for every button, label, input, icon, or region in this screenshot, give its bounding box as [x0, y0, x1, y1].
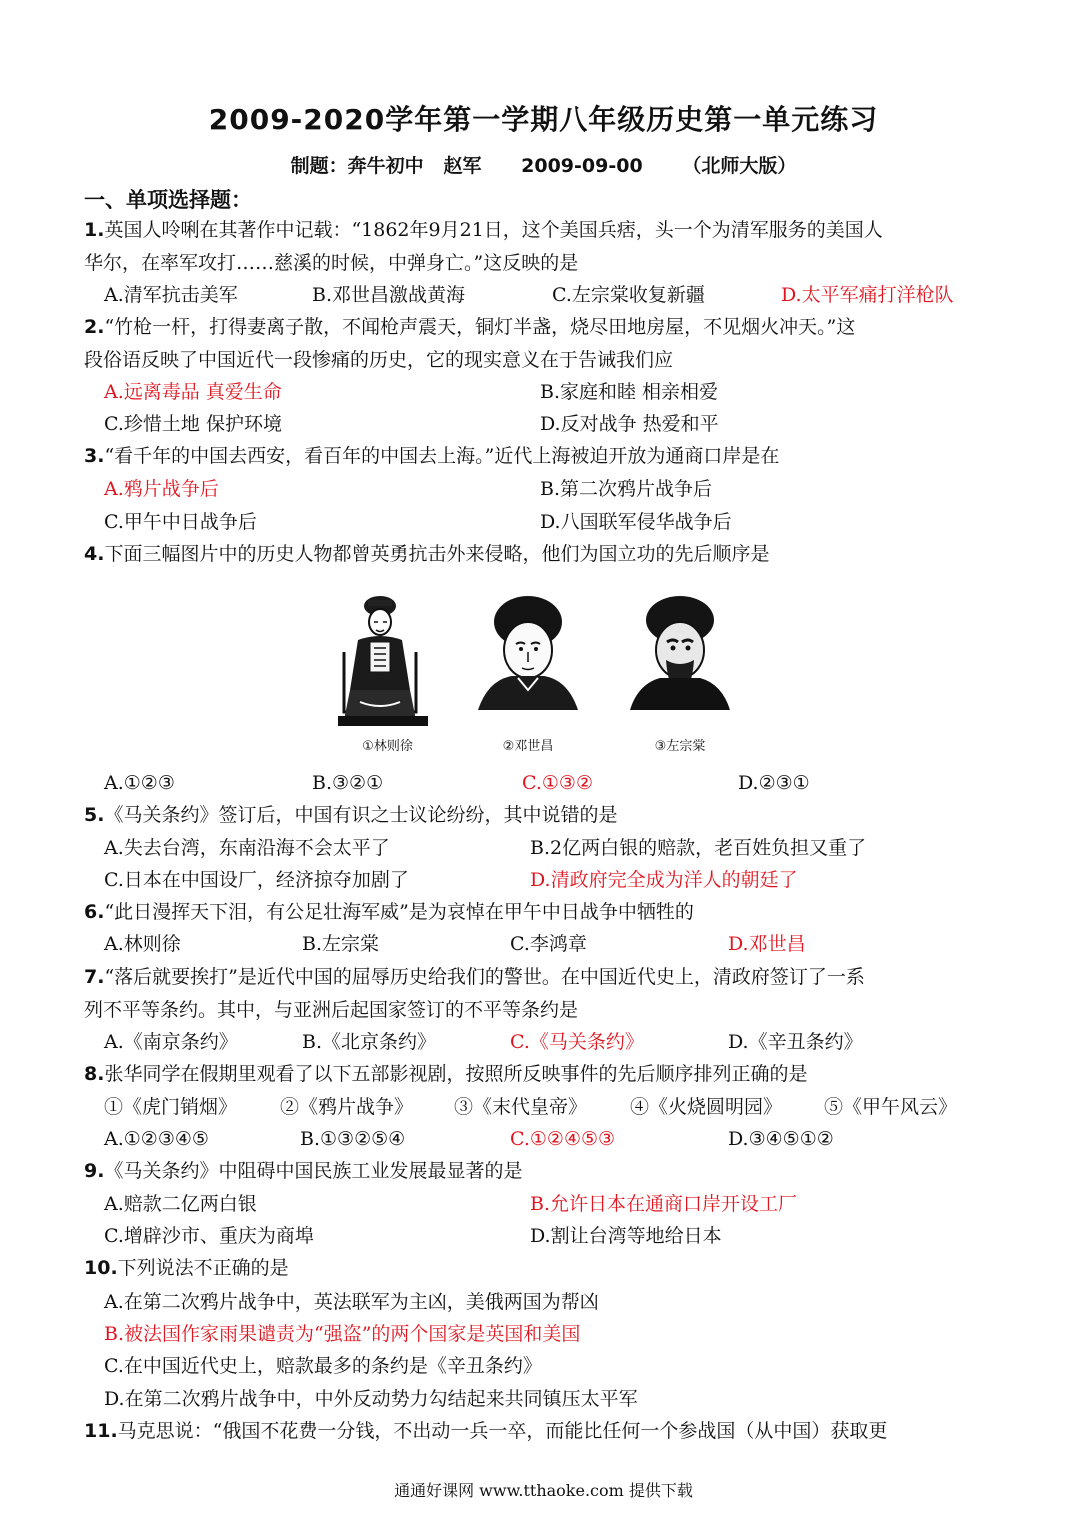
option-row [104, 1286, 1004, 1318]
options-6 [104, 928, 1004, 960]
question-number: 9. [84, 1160, 105, 1182]
option-d[interactable]: D.反对战争 热爱和平 [540, 413, 719, 435]
option-a-answer[interactable]: A.远离毒品 真爱生命 [104, 381, 282, 403]
option-a[interactable]: A.《南京条约》 [104, 1031, 238, 1053]
option-c[interactable]: C.李鸿章 [510, 933, 587, 955]
question-text: 张华同学在假期里观看了以下五部影视剧，按照所反映事件的先后顺序排列正确的是 [104, 1063, 808, 1085]
option-c[interactable]: C.甲午中日战争后 [104, 511, 257, 533]
portrait-lin-zexu [330, 592, 445, 752]
option-c[interactable]: C.左宗棠收复新疆 [552, 284, 705, 306]
question-text: “落后就要挨打”是近代中国的屈辱历史给我们的警世。在中国近代史上，清政府签订了一系 [104, 966, 865, 988]
question-number: 6. [84, 901, 105, 923]
option-d[interactable]: D.②③① [738, 772, 810, 794]
question-number: 7. [84, 966, 105, 988]
question-text: 下列说法不正确的是 [117, 1257, 289, 1279]
section-heading: 一、单项选择题： [84, 188, 252, 212]
options-7 [104, 1026, 1004, 1058]
options-9-row1 [104, 1188, 1004, 1220]
question-text: 下面三幅图片中的历史人物都曾英勇抗击外来侵略，他们为国立功的先后顺序是 [104, 543, 770, 565]
option-a[interactable]: A.①②③④⑤ [104, 1128, 209, 1150]
option-b[interactable]: B.③②① [312, 772, 384, 794]
portrait-figures [330, 592, 710, 754]
option-c[interactable]: C.增辟沙市、重庆为商埠 [104, 1225, 314, 1247]
option-b[interactable]: B.①③②⑤④ [300, 1128, 406, 1150]
film-item: ④《火烧圆明园》 [630, 1096, 783, 1118]
portrait-deng-shichang [478, 592, 578, 752]
options-9-row2 [104, 1220, 1004, 1252]
film-item: ⑤《甲午风云》 [824, 1096, 958, 1118]
option-d-answer[interactable]: D.邓世昌 [728, 933, 806, 955]
option-d[interactable]: D.③④⑤①② [728, 1128, 834, 1150]
options-2-row2 [104, 408, 1004, 440]
film-list [104, 1091, 1004, 1123]
option-a[interactable]: A.失去台湾，东南沿海不会太平了 [104, 837, 390, 859]
film-item: ①《虎门销烟》 [104, 1096, 238, 1118]
options-5-row1 [104, 832, 1004, 864]
option-c[interactable]: C.日本在中国设厂，经济掠夺加剧了 [104, 869, 409, 891]
options-3-row1 [104, 473, 1004, 505]
options-8 [104, 1123, 1004, 1155]
option-b-answer[interactable]: B.允许日本在通商口岸开设工厂 [530, 1193, 798, 1215]
figure-caption: ③左宗棠 [654, 739, 706, 754]
option-b[interactable]: B.家庭和睦 相亲相爱 [540, 381, 719, 403]
question-number: 3. [84, 445, 105, 467]
options-1 [104, 279, 1004, 311]
question-text: 段俗语反映了中国近代一段惨痛的历史，它的现实意义在于告诫我们应 [84, 348, 674, 371]
question-10 [84, 1252, 1004, 1285]
option-a[interactable]: A.林则徐 [104, 933, 181, 955]
question-3 [84, 440, 1004, 473]
question-text: “竹枪一杆，打得妻离子散，不闻枪声震天，铜灯半盏，烧尽田地房屋，不见烟火冲天。”这 [104, 316, 856, 338]
option-b[interactable]: B.邓世昌激战黄海 [312, 284, 466, 306]
option-c-answer[interactable]: C.①②④⑤③ [510, 1128, 616, 1150]
question-5 [84, 799, 1004, 832]
question-text: 《马关条约》中阻碍中国民族工业发展最显著的是 [104, 1160, 523, 1182]
option-b-answer[interactable]: B.被法国作家雨果谴责为“强盗”的两个国家是英国和美国 [104, 1323, 581, 1345]
option-row [104, 1318, 1004, 1350]
option-b[interactable]: B.第二次鸦片战争后 [540, 478, 713, 500]
option-a[interactable]: A.赔款二亿两白银 [104, 1193, 257, 1215]
question-7 [84, 961, 1004, 1026]
option-a-answer[interactable]: A.鸦片战争后 [104, 478, 219, 500]
options-2-row1 [104, 376, 1004, 408]
question-8 [84, 1058, 1004, 1091]
question-text: 英国人呤唎在其著作中记载：“1862年9月21日，这个美国兵痞，头一个为清军服务的美国人 [104, 219, 883, 241]
question-1 [84, 214, 1004, 279]
question-text: “此日漫挥天下泪，有公足壮海军威”是为哀悼在甲午中日战争中牺牲的 [104, 901, 694, 923]
question-9 [84, 1155, 1004, 1188]
options-4 [104, 767, 1004, 799]
film-item: ③《末代皇帝》 [454, 1096, 588, 1118]
option-row [104, 1350, 1004, 1382]
question-text: “看千年的中国去西安，看百年的中国去上海。”近代上海被迫开放为通商口岸是在 [104, 445, 780, 467]
option-d[interactable]: D.八国联军侵华战争后 [540, 511, 732, 533]
page-subtitle: 制题：奔牛初中 赵军 2009-09-00 （北师大版） [290, 155, 797, 177]
option-d-answer[interactable]: D.清政府完全成为洋人的朝廷了 [530, 869, 798, 891]
options-5-row2 [104, 864, 1004, 896]
film-item: ②《鸦片战争》 [280, 1096, 414, 1118]
option-b[interactable]: B.2亿两白银的赔款，老百姓负担又重了 [530, 837, 867, 859]
option-d[interactable]: D.《辛丑条约》 [728, 1031, 863, 1053]
page-footer: 通通好课网 www.tthaoke.com 提供下载 [394, 1481, 693, 1500]
question-number: 2. [84, 316, 105, 338]
option-a[interactable]: A.①②③ [104, 772, 175, 794]
figure-caption: ①林则徐 [362, 739, 413, 754]
question-number: 8. [84, 1063, 105, 1085]
option-d[interactable]: D.在第二次鸦片战争中，中外反动势力勾结起来共同镇压太平军 [104, 1388, 638, 1410]
question-number: 4. [84, 543, 105, 565]
question-text: 华尔，在率军攻打……慈溪的时候，中弹身亡。”这反映的是 [84, 251, 579, 274]
option-d-answer[interactable]: D.太平军痛打洋枪队 [781, 284, 954, 306]
question-number: 5. [84, 804, 105, 826]
question-11 [84, 1415, 1004, 1448]
question-number: 10. [84, 1257, 118, 1279]
question-text: 马克思说：“俄国不花费一分钱，不出动一兵一卒，而能比任何一个参战国（从中国）获取更 [117, 1420, 888, 1442]
option-c[interactable]: C.在中国近代史上，赔款最多的条约是《辛丑条约》 [104, 1355, 542, 1377]
option-a[interactable]: A.在第二次鸦片战争中，英法联军为主凶，美俄两国为帮凶 [104, 1291, 599, 1313]
question-6 [84, 896, 1004, 929]
figure-caption: ②邓世昌 [502, 739, 554, 754]
zuo-zongtang-image [630, 592, 730, 710]
question-4 [84, 538, 1004, 571]
question-2 [84, 311, 1004, 376]
question-number: 1. [84, 219, 105, 241]
deng-shichang-image [478, 592, 578, 710]
option-b[interactable]: B.左宗棠 [302, 933, 380, 955]
option-b[interactable]: B.《北京条约》 [302, 1031, 437, 1053]
question-text: 列不平等条约。其中，与亚洲后起国家签订的不平等条约是 [84, 998, 579, 1021]
option-c[interactable]: C.珍惜土地 保护环境 [104, 413, 282, 435]
options-3-row2 [104, 506, 1004, 538]
option-d[interactable]: D.割让台湾等地给日本 [530, 1225, 722, 1247]
option-row [104, 1383, 1004, 1415]
question-number: 11. [84, 1420, 118, 1442]
option-c-answer[interactable]: C.①③② [522, 772, 593, 794]
page-title: 2009-2020学年第一学期八年级历史第一单元练习 [208, 103, 879, 136]
seated-official-image [330, 592, 445, 734]
question-text: 《马关条约》签订后，中国有识之士议论纷纷，其中说错的是 [104, 804, 618, 826]
portrait-zuo-zongtang [630, 592, 730, 752]
option-c-answer[interactable]: C.《马关条约》 [510, 1031, 644, 1053]
option-a[interactable]: A.清军抗击美军 [104, 284, 238, 306]
